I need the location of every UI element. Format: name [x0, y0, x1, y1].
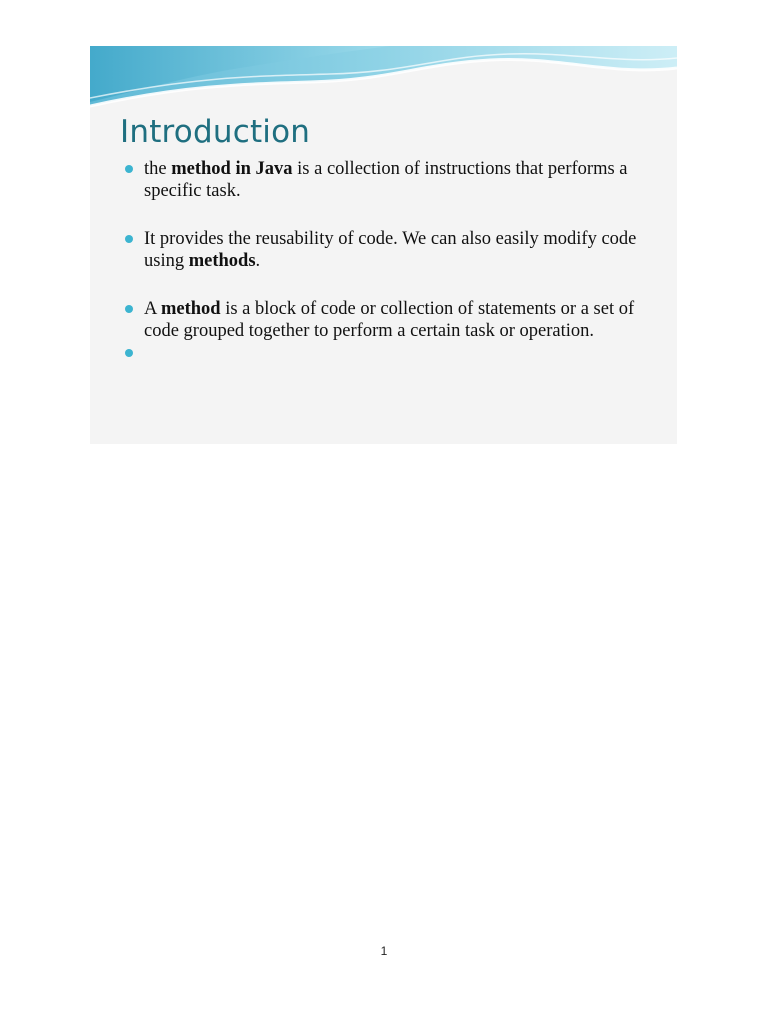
wave-banner: [90, 46, 677, 116]
page-number: 1: [380, 944, 388, 958]
bullet-text: the method in Java is a collection of instructions that performs a specific task.: [144, 159, 628, 201]
bullet-dot-icon: [125, 349, 133, 357]
bullet-list: [122, 158, 662, 364]
slide: [90, 46, 677, 444]
bullet-dot-icon: [125, 165, 133, 173]
bullet-dot-icon: [125, 235, 133, 243]
bullet-text: It provides the reusability of code. We can also easily modify code using methods.: [144, 229, 637, 271]
bullet-text: A method is a block of code or collection of statements or a set of code grouped together to perform a certain task or operation.: [144, 299, 635, 341]
slide-title: Introduction: [120, 114, 311, 150]
bullet-item: [122, 298, 662, 342]
bullet-item: [122, 158, 662, 202]
bullet-dot-icon: [125, 305, 133, 313]
bullet-item-empty: [122, 342, 662, 364]
bullet-item: [122, 228, 662, 272]
